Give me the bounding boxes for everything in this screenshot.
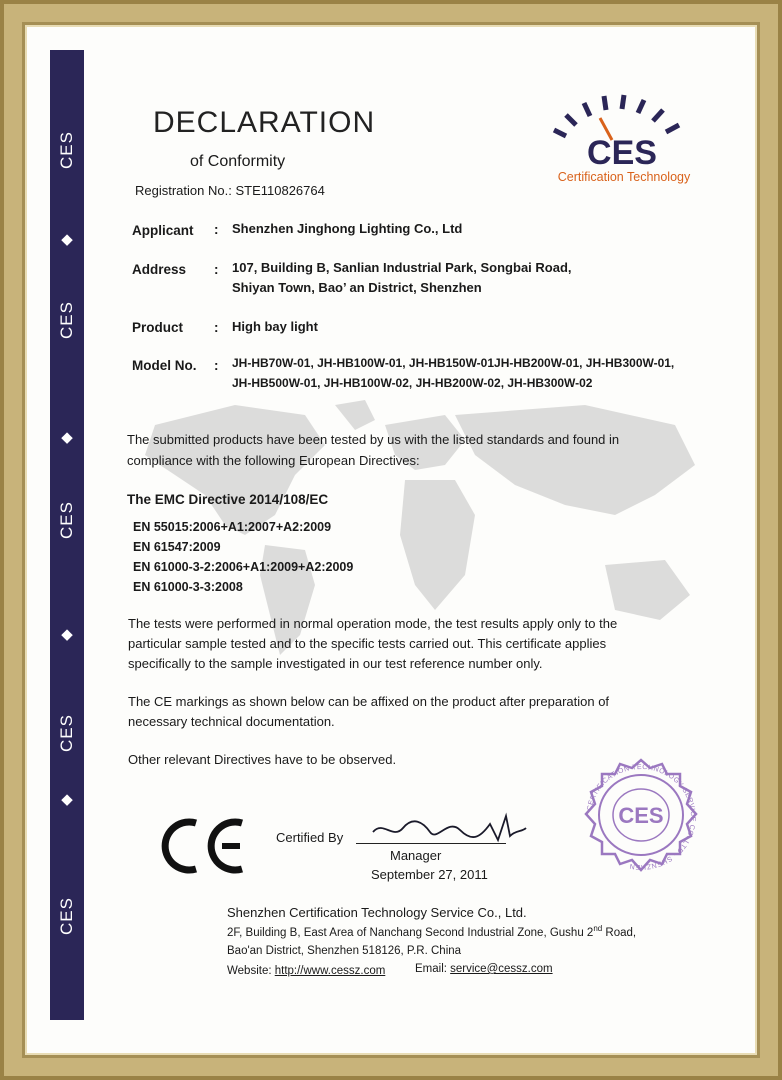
email-label: Email: bbox=[415, 963, 447, 975]
sidebar-diamond: ◆ bbox=[61, 231, 73, 248]
footer-address-line-1 bbox=[227, 924, 636, 939]
signature-line bbox=[356, 843, 506, 844]
field-separator: : bbox=[214, 358, 219, 373]
field-separator: : bbox=[214, 262, 219, 277]
sidebar-diamond: ◆ bbox=[61, 791, 73, 808]
product-label: Product bbox=[132, 320, 184, 335]
other-directives-note: Other relevant Directives have to be observed. bbox=[128, 752, 397, 767]
footer-address-part-b: Road, bbox=[602, 926, 637, 939]
footer-email bbox=[415, 963, 553, 975]
applicant-value: Shenzhen Jinghong Lighting Co., Ltd bbox=[232, 221, 463, 236]
logo-wordmark: CES bbox=[587, 134, 657, 172]
registration-label: Registration No.: bbox=[135, 183, 232, 198]
registration-line bbox=[135, 183, 325, 198]
seal-ring-text: CERTIFICATION TECHNOLOGY SERVICE CO.,LTD · SHENZHEN bbox=[586, 763, 697, 871]
page-title: DECLARATION bbox=[153, 106, 376, 139]
sidebar-brand: CES bbox=[57, 897, 76, 935]
sidebar-brand: CES bbox=[57, 501, 76, 539]
sidebar-brand: CES bbox=[57, 131, 76, 169]
sidebar-band bbox=[50, 50, 84, 1020]
product-value: High bay light bbox=[232, 319, 318, 334]
official-seal bbox=[570, 758, 712, 876]
ce-mark-icon bbox=[160, 815, 250, 877]
ce-note-line-1: The CE markings as shown below can be affixed on the product after preparation of bbox=[128, 694, 610, 709]
address-label: Address bbox=[132, 262, 187, 277]
sidebar-diamond: ◆ bbox=[61, 429, 73, 446]
page-subtitle: of Conformity bbox=[190, 153, 286, 170]
applicant-label: Applicant bbox=[132, 223, 194, 238]
standard-item: EN 61547:2009 bbox=[133, 540, 221, 554]
address-line-2: Shiyan Town, Bao’ an District, Shenzhen bbox=[232, 280, 482, 295]
address-line-1: 107, Building B, Sanlian Industrial Park, Songbai Road, bbox=[232, 260, 572, 275]
model-line-1: JH-HB70W-01, JH-HB100W-01, JH-HB150W-01JH-HB200W-01, JH-HB300W-01, bbox=[232, 356, 675, 370]
sidebar-brand: CES bbox=[57, 301, 76, 339]
standard-item: EN 61000-3-2:2006+A1:2009+A2:2009 bbox=[133, 560, 354, 574]
footer-address-part-a: 2F, Building B, East Area of Nanchang Second Industrial Zone, Gushu 2 bbox=[227, 926, 594, 939]
seal-center-text: CES bbox=[618, 803, 664, 828]
registration-number: STE110826764 bbox=[235, 183, 325, 198]
standard-item: EN 61000-3-3:2008 bbox=[133, 580, 243, 594]
tests-line-2: particular sample tested and to the specific tests carried out. This certificate applies bbox=[128, 636, 607, 651]
website-link[interactable]: http://www.cessz.com bbox=[274, 965, 386, 977]
model-line-2: JH-HB500W-01, JH-HB100W-02, JH-HB200W-02, JH-HB300W-02 bbox=[232, 376, 593, 390]
field-separator: : bbox=[214, 320, 219, 335]
footer-contact bbox=[227, 965, 385, 977]
model-label: Model No. bbox=[132, 358, 197, 373]
email-link[interactable]: service@cessz.com bbox=[450, 963, 553, 975]
directive-title: The EMC Directive 2014/108/EC bbox=[127, 492, 329, 507]
website-label: Website: bbox=[227, 965, 272, 977]
footer-company: Shenzhen Certification Technology Service Co., Ltd. bbox=[227, 905, 527, 920]
statement-line-2: compliance with the following European Directives: bbox=[127, 453, 420, 468]
sidebar-diamond: ◆ bbox=[61, 626, 73, 643]
footer-address-line-2: Bao'an District, Shenzhen 518126, P.R. China bbox=[227, 945, 462, 957]
footer-address-sup: nd bbox=[593, 924, 603, 933]
signer-role: Manager bbox=[390, 848, 442, 863]
sidebar-brand: CES bbox=[57, 714, 76, 752]
ces-logo bbox=[532, 88, 712, 186]
standard-item: EN 55015:2006+A1:2007+A2:2009 bbox=[133, 520, 332, 534]
signature-date: September 27, 2011 bbox=[371, 867, 488, 882]
tests-line-1: The tests were performed in normal operation mode, the test results apply only to the bbox=[128, 616, 618, 631]
statement-line-1: The submitted products have been tested by us with the listed standards and found in bbox=[127, 432, 620, 447]
tests-line-3: specifically to the sample investigated in our test reference number only. bbox=[128, 656, 543, 671]
certified-by-label: Certified By bbox=[276, 830, 344, 845]
logo-tagline: Certification Technology bbox=[557, 170, 691, 184]
signature-image bbox=[368, 810, 528, 846]
field-separator: : bbox=[214, 222, 219, 237]
ce-note-line-2: necessary technical documentation. bbox=[128, 714, 335, 729]
